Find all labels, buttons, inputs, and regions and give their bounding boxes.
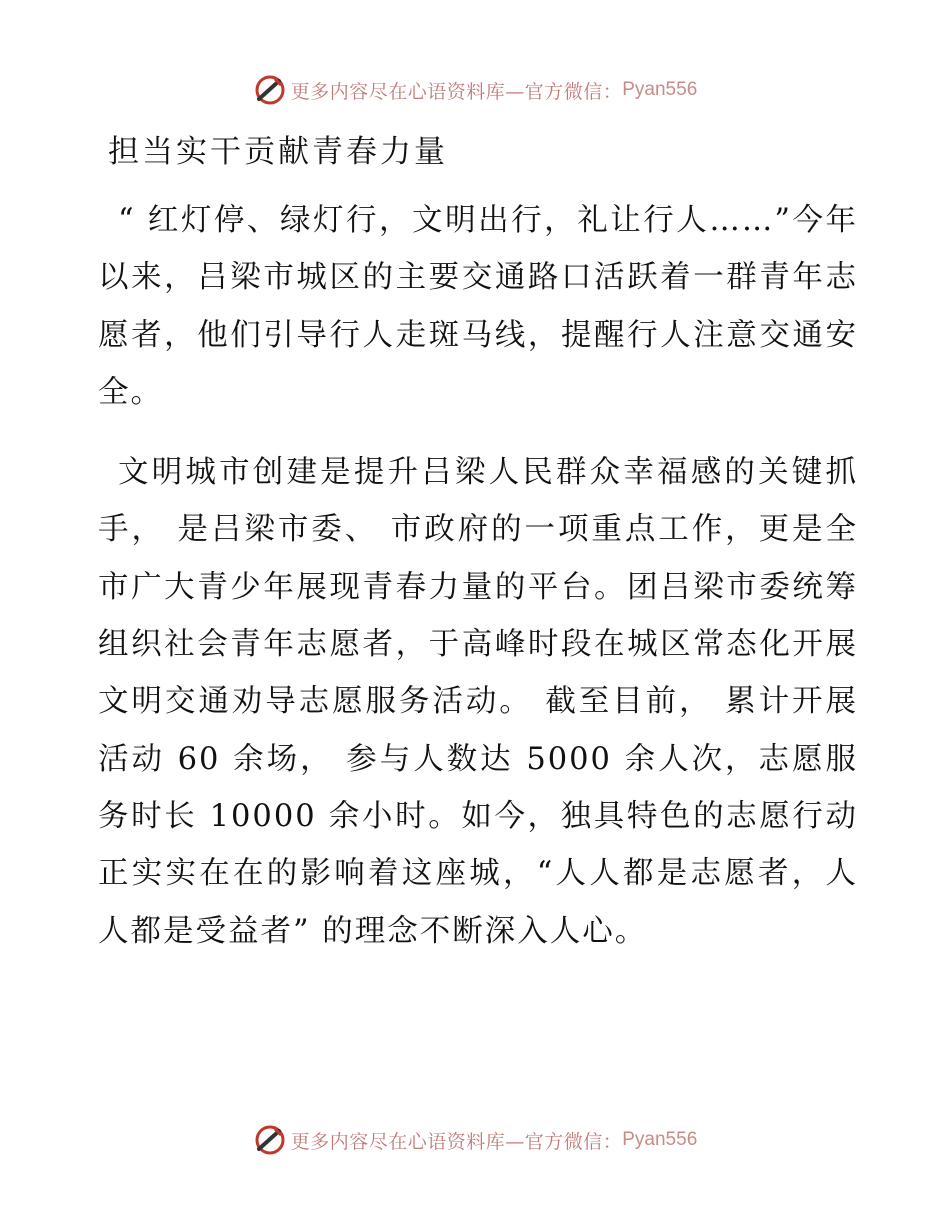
watermark-text: 更多内容尽在心语资料库—官方微信： [290, 1130, 623, 1153]
watermark-header [0, 70, 950, 110]
pen-logo-icon [253, 1123, 287, 1157]
document-body [98, 192, 858, 960]
paragraph: 文明城市创建是提升吕梁人民群众幸福感的关键抓手， 是吕梁市委、 市政府的一项重点工作，更是全市广大青少年展现青春力量的平台。团吕梁市委统筹组织社会青年志愿者，于高峰时段在城区常态化开展文明交通劝导志愿服务活动。 截至目前， 累计开展活动 60 余场， 参与人数达 5000 余人次，志愿服务时长 10000 余小时。如今，独具特色的志愿行动正实实在在的影响着这座城，“人人都是志愿者，人人都是受益者” 的理念不断深入人心。 [98, 455, 858, 949]
watermark-footer [0, 1120, 950, 1160]
watermark-wechat-id: Pyan556 [622, 1129, 698, 1150]
watermark-wechat-id: Pyan556 [622, 79, 698, 100]
watermark-text: 更多内容尽在心语资料库—官方微信： [290, 80, 623, 103]
pen-logo-icon [253, 73, 287, 107]
document-title: 担当实干贡献青春力量 [108, 134, 448, 170]
paragraph: “ 红灯停、绿灯行，文明出行，礼让行人……”今年以来，吕梁市城区的主要交通路口活跃着一群青年志愿者，他们引导行人走斑马线，提醒行人注意交通安全。 [98, 203, 858, 410]
